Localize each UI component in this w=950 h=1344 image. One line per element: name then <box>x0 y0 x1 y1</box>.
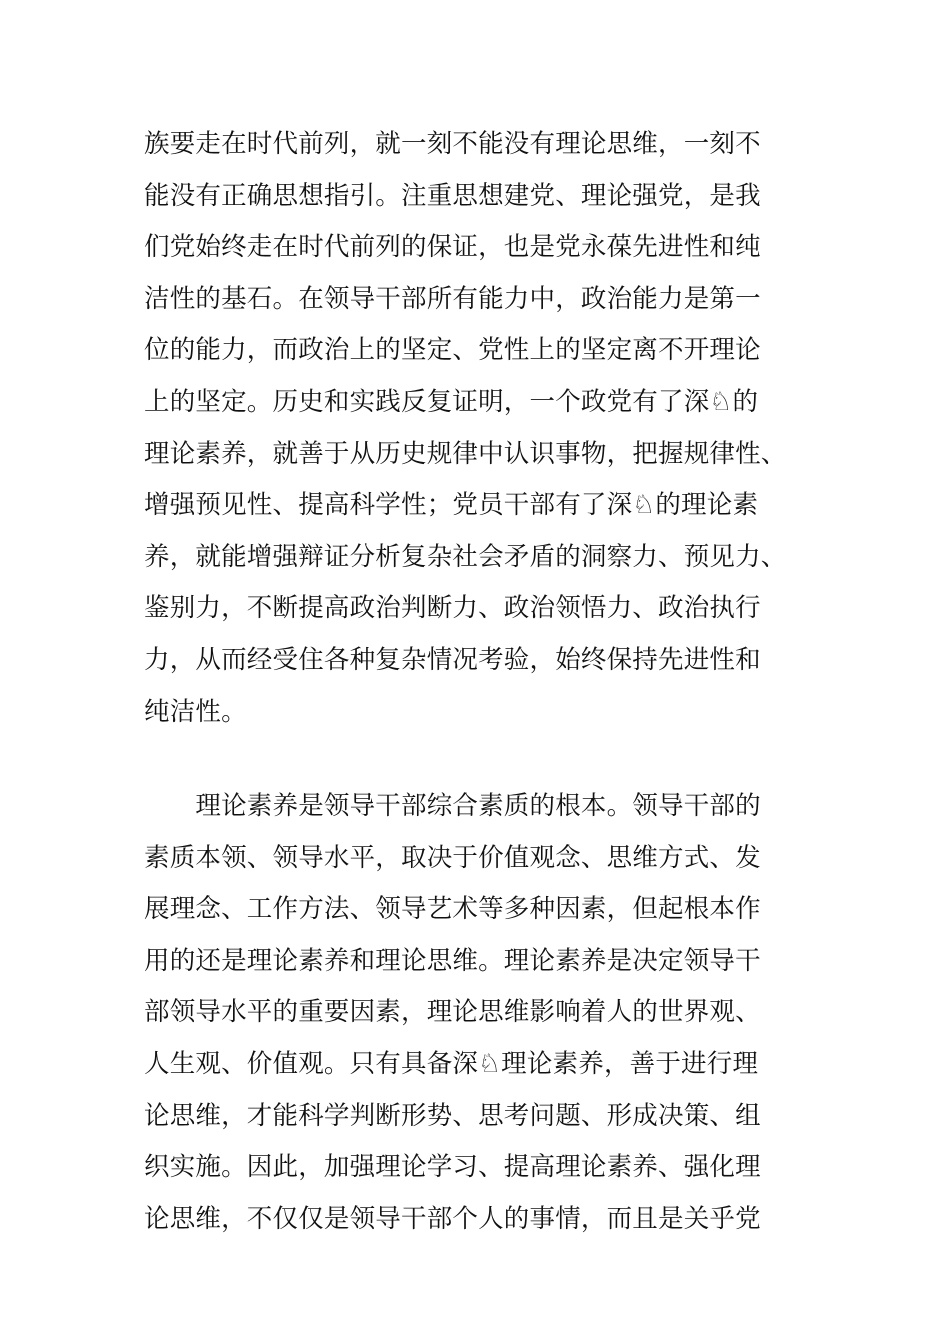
text-line: 织实施。因此，加强理论学习、提高理论素养、强化理 <box>144 1152 761 1183</box>
text-line: 展理念、工作方法、领导艺术等多种因素，但起根本作 <box>144 894 761 925</box>
text-line: 理论素养，就善于从历史规律中认识事物，把握规律性、 <box>144 438 787 469</box>
text-line: 上的坚定。历史和实践反复证明，一个政党有了深♘的 <box>144 386 759 417</box>
text-line: 位的能力，而政治上的坚定、党性上的坚定离不开理论 <box>144 335 761 366</box>
text-line: 洁性的基石。在领导干部所有能力中，政治能力是第一 <box>144 283 761 314</box>
text-line: 论思维，才能科学判断形势、思考问题、形成决策、组 <box>144 1100 761 1131</box>
text-line: 论思维，不仅仅是领导干部个人的事情，而且是关乎党 <box>144 1203 761 1234</box>
text-line: 用的还是理论素养和理论思维。理论素养是决定领导干 <box>144 945 761 976</box>
text-line: 养，就能增强辩证分析复杂社会矛盾的洞察力、预见力、 <box>144 541 787 572</box>
paragraph-1 <box>144 119 816 738</box>
text-line: 理论素养是领导干部综合素质的根本。领导干部的 <box>144 791 761 821</box>
text-line: 族要走在时代前列，就一刻不能没有理论思维，一刻不 <box>144 129 761 159</box>
text-line: 鉴别力，不断提高政治判断力、政治领悟力、政治执行 <box>144 593 761 624</box>
text-line: 能没有正确思想指引。注重思想建党、理论强党，是我 <box>144 180 761 211</box>
paragraph-2 <box>144 781 816 1245</box>
text-line: 们党始终走在时代前列的保证，也是党永葆先进性和纯 <box>144 232 761 263</box>
text-line: 增强预见性、提高科学性；党员干部有了深♘的理论素 <box>144 490 759 521</box>
text-line: 人生观、价值观。只有具备深♘理论素养，善于进行理 <box>144 1048 759 1079</box>
text-line: 纯洁性。 <box>144 696 247 727</box>
text-line: 素质本领、领导水平，取决于价值观念、思维方式、发 <box>144 842 761 873</box>
text-line: 部领导水平的重要因素，理论思维影响着人的世界观、 <box>144 997 761 1028</box>
text-line: 力，从而经受住各种复杂情况考验，始终保持先进性和 <box>144 644 761 675</box>
